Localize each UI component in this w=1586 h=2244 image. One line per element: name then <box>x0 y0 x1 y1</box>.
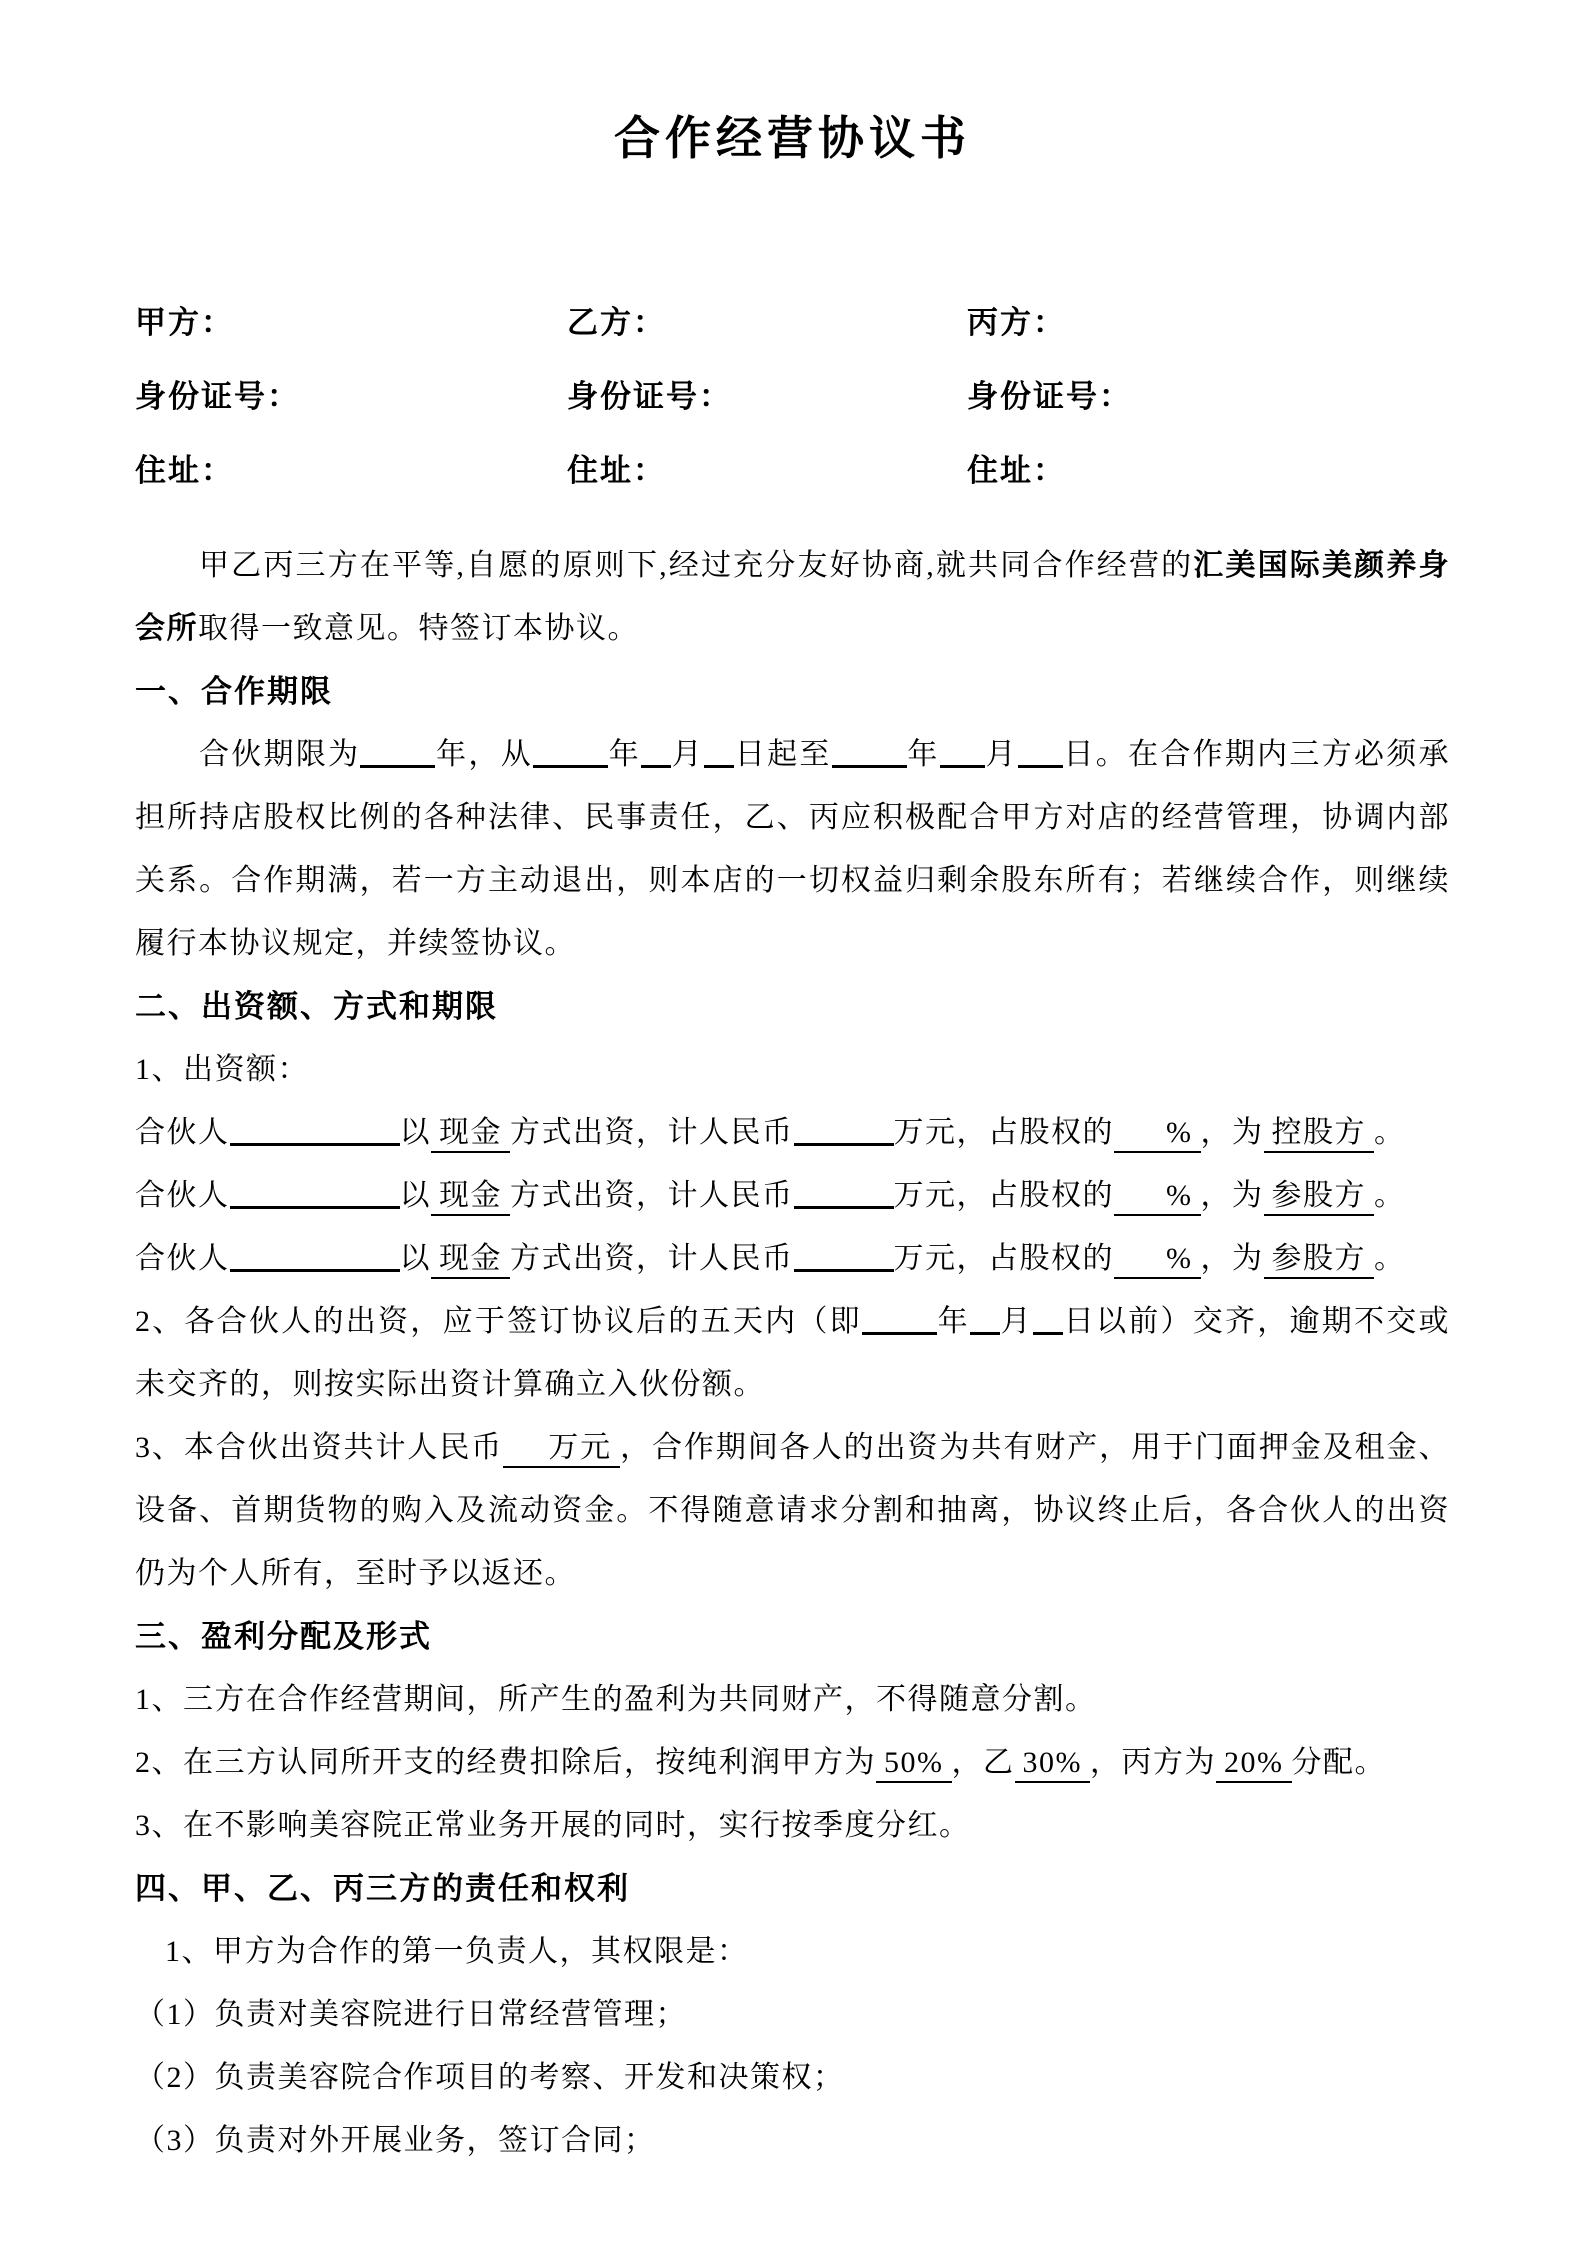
section-3-heading: 三、盈利分配及形式 <box>135 1619 432 1654</box>
blank-line-years <box>360 735 435 768</box>
blank-line-amount <box>794 1239 894 1272</box>
text-segment: 日起至 <box>734 738 832 771</box>
text-segment: 方式出资，计人民币 <box>510 1179 794 1212</box>
text-segment: 。 <box>1374 1242 1406 1275</box>
profit-share-party-c: 20% <box>1216 1746 1292 1783</box>
blank-line-partner-name <box>230 1113 400 1146</box>
text-segment: 日。在合作期内三方必须承担所持店股权比例的各种法律、民事责任，乙、丙应积极配合甲方对店的经营管理，协调内部关系。合作期满，若一方主动退出，则本店的一切权益归剩余股东所有；若继续合作，则继续履行本协议规定，并续签协议。 <box>135 738 1451 960</box>
partner-role-value: 参股方 <box>1264 1242 1375 1279</box>
equity-percent-blank: % <box>1114 1179 1201 1216</box>
equity-percent-blank: % <box>1114 1242 1201 1279</box>
section-4-duty-2: （2）负责美容院合作项目的考察、开发和决策权； <box>135 2061 845 2094</box>
party-a-address-label: 住址： <box>135 453 234 488</box>
section-4-sub-1: 1、甲方为合作的第一负责人，其权限是： <box>165 1935 749 1968</box>
intro-paragraph <box>135 534 1450 660</box>
section-3-item-2 <box>135 1731 1450 1794</box>
section-2-item-3 <box>135 1416 1450 1605</box>
profit-share-party-a: 50% <box>876 1746 952 1783</box>
party-c-id-label: 身份证号： <box>967 379 1132 414</box>
blank-line-start-year <box>533 735 608 768</box>
cash-method-value: 现金 <box>431 1179 510 1216</box>
section-2-heading: 二、出资额、方式和期限 <box>135 989 498 1024</box>
blank-line-start-day <box>704 735 734 768</box>
equity-percent-blank: % <box>1114 1116 1201 1153</box>
total-amount-blank: 万元 <box>503 1431 620 1468</box>
blank-line-amount <box>794 1176 894 1209</box>
blank-line-end-month <box>940 735 985 768</box>
text-segment: 万元，占股权的 <box>893 1179 1114 1212</box>
text-segment: 年 <box>607 738 642 771</box>
intro-text-2: 取得一致意见。特签订本协议。 <box>198 612 639 645</box>
text-segment: 方式出资，计人民币 <box>510 1116 794 1149</box>
party-c-label: 丙方： <box>967 305 1066 340</box>
partner-role-value: 控股方 <box>1264 1116 1375 1153</box>
section-4-duty-3: （3）负责对外开展业务，签订合同； <box>135 2124 656 2157</box>
text-segment: 2、在三方认同所开支的经费扣除后，按纯利润甲方为 <box>135 1746 876 1779</box>
text-segment: 合伙人 <box>135 1116 230 1149</box>
company-name: 汇美国际美颜养身会所 <box>135 549 1451 645</box>
blank-line-deadline-day <box>1033 1302 1063 1335</box>
partner-line-3 <box>135 1227 1450 1290</box>
text-segment: 。 <box>1374 1116 1406 1149</box>
blank-line-start-month <box>641 735 671 768</box>
cash-method-value: 现金 <box>431 1242 510 1279</box>
text-segment: 合伙人 <box>135 1179 230 1212</box>
document-title: 合作经营协议书 <box>614 113 971 164</box>
text-segment: 分配。 <box>1291 1746 1386 1779</box>
party-b-id-label: 身份证号： <box>567 379 732 414</box>
section-2-item-1-label: 1、出资额： <box>135 1053 309 1086</box>
profit-share-party-b: 30% <box>1015 1746 1091 1783</box>
blank-line-end-year <box>832 735 907 768</box>
text-segment: 万元，占股权的 <box>893 1242 1114 1275</box>
text-segment: 年，从 <box>435 738 533 771</box>
partner-role-value: 参股方 <box>1264 1179 1375 1216</box>
party-a-label: 甲方： <box>135 305 234 340</box>
text-segment: 年 <box>936 1305 970 1338</box>
section-3-item-3: 3、在不影响美容院正常业务开展的同时，实行按季度分红。 <box>135 1809 971 1842</box>
text-segment: ，为 <box>1200 1242 1264 1275</box>
text-segment: 2、各合伙人的出资，应于签订协议后的五天内（即 <box>135 1305 862 1338</box>
text-segment: ，乙 <box>951 1746 1015 1779</box>
text-segment: ，丙方为 <box>1090 1746 1216 1779</box>
blank-line-partner-name <box>230 1239 400 1272</box>
text-segment: 3、本合伙出资共计人民币 <box>135 1431 504 1464</box>
blank-line-deadline-month <box>970 1302 1000 1335</box>
partner-line-2 <box>135 1164 1450 1227</box>
text-segment: 以 <box>399 1242 431 1275</box>
intro-text-1: 甲乙丙三方在平等,自愿的原则下,经过充分友好协商,就共同合作经营的 <box>199 549 1194 582</box>
text-segment: 月 <box>671 738 705 771</box>
section-1-heading: 一、合作期限 <box>135 674 333 709</box>
party-info-block <box>135 286 1450 508</box>
text-segment: 合伙期限为 <box>199 738 361 771</box>
text-segment: 年 <box>906 738 940 771</box>
blank-line-end-day <box>1018 735 1063 768</box>
party-c-address-label: 住址： <box>967 453 1066 488</box>
party-b-address-label: 住址： <box>567 453 666 488</box>
text-segment: 。 <box>1374 1179 1406 1212</box>
text-segment: ，为 <box>1200 1116 1264 1149</box>
text-segment: 方式出资，计人民币 <box>510 1242 794 1275</box>
text-segment: ，为 <box>1200 1179 1264 1212</box>
text-segment: 月 <box>999 1305 1033 1338</box>
party-a-id-label: 身份证号： <box>135 379 300 414</box>
section-2-item-2 <box>135 1290 1450 1416</box>
section-4-heading: 四、甲、乙、丙三方的责任和权利 <box>135 1871 630 1906</box>
text-segment: 合伙人 <box>135 1242 230 1275</box>
text-segment: 日以前）交齐，逾期不交或未交齐的，则按实际出资计算确立入伙份额。 <box>135 1305 1451 1401</box>
text-segment: 月 <box>984 738 1018 771</box>
partner-line-1 <box>135 1101 1450 1164</box>
text-segment: 以 <box>399 1116 431 1149</box>
text-segment: 以 <box>399 1179 431 1212</box>
blank-line-partner-name <box>230 1176 400 1209</box>
text-segment: 万元，占股权的 <box>893 1116 1114 1149</box>
blank-line-deadline-year <box>862 1302 937 1335</box>
section-4-duty-1: （1）负责对美容院进行日常经营管理； <box>135 1998 687 2031</box>
section-3-item-1: 1、三方在合作经营期间，所产生的盈利为共同财产，不得随意分割。 <box>135 1683 1097 1716</box>
blank-line-amount <box>794 1113 894 1146</box>
cash-method-value: 现金 <box>431 1116 510 1153</box>
text-segment: ，合作期间各人的出资为共有财产，用于门面押金及租金、设备、首期货物的购入及流动资金。不得随意请求分割和抽离，协议终止后，各合伙人的出资仍为个人所有，至时予以返还。 <box>135 1431 1451 1590</box>
section-1-paragraph <box>135 723 1450 975</box>
party-b-label: 乙方： <box>567 305 666 340</box>
